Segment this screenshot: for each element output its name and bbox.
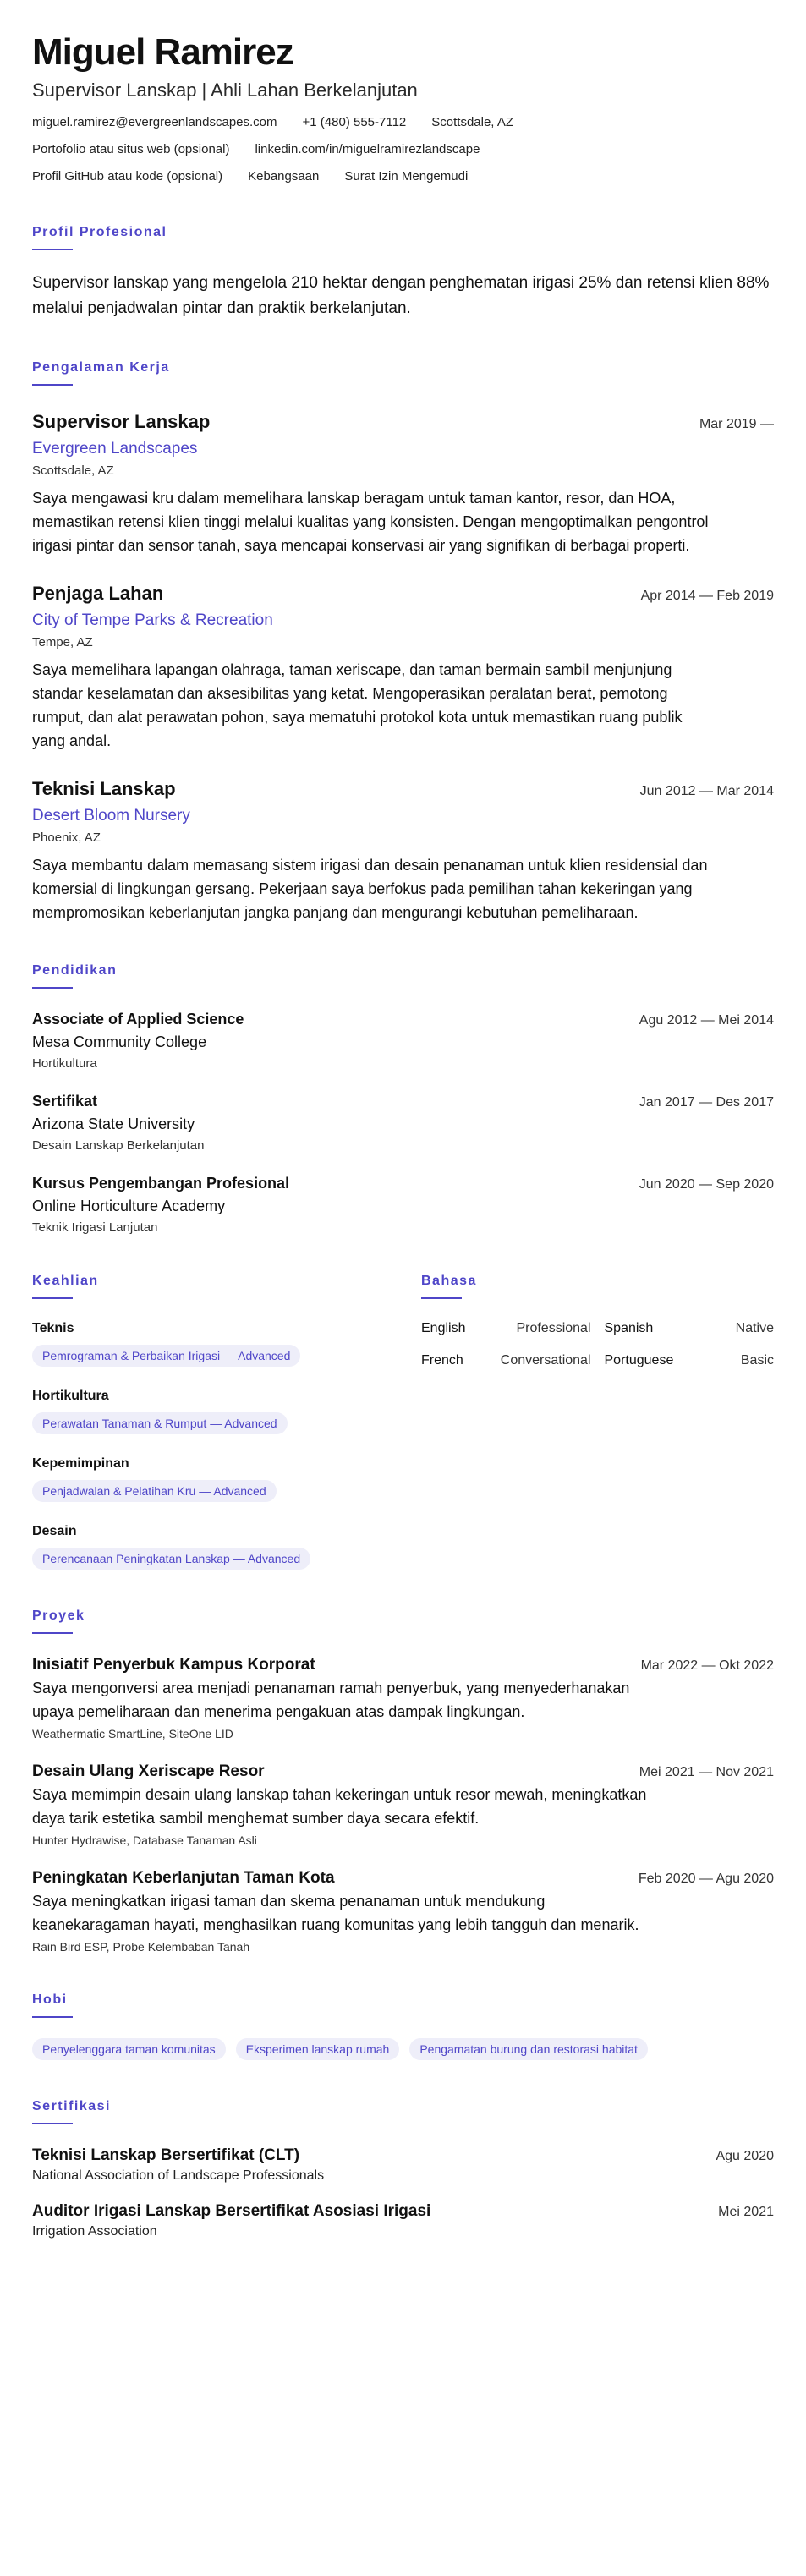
- language-name: English: [421, 1321, 466, 1335]
- skill-tag: Penjadwalan & Pelatihan Kru — Advanced: [32, 1480, 277, 1502]
- hobby-tag: Eksperimen lanskap rumah: [236, 2038, 400, 2060]
- certification-name: Auditor Irigasi Lanskap Bersertifikat Asosiasi Irigasi: [32, 2202, 431, 2220]
- job-entry: [32, 778, 774, 924]
- section-divider: [32, 249, 73, 250]
- education-field: Hortikultura: [32, 1056, 97, 1071]
- job-title: Supervisor Lanskap: [32, 411, 211, 432]
- job-description: Saya mengawasi kru dalam memelihara lanskap beragam untuk taman kantor, resor, dan HOA, memastikan retensi klien tinggi melalui kualitas yang konsisten. Dengan mengoptimalkan pengontrol irigasi pintar dan sensor tanah, saya mencapai konservasi air yang signifikan di berbagai properti.: [32, 490, 709, 554]
- section-title: Pendidikan: [32, 963, 118, 978]
- education-date: Jun 2020 — Sep 2020: [639, 1177, 774, 1192]
- hobby-list: [32, 2038, 774, 2060]
- section-divider: [32, 987, 73, 989]
- section-title: Hobi: [32, 1992, 68, 2007]
- job-company: City of Tempe Parks & Recreation: [32, 611, 273, 629]
- contact-row: [32, 113, 774, 132]
- profile-section: [32, 225, 774, 321]
- job-company: Desert Bloom Nursery: [32, 807, 190, 825]
- certification-date: Agu 2020: [716, 2149, 774, 2163]
- job-location: Scottsdale, AZ: [32, 463, 114, 478]
- job-description: Saya memelihara lapangan olahraga, taman xeriscape, dan taman bermain sambil menjunjung standar keselamatan dan aksesibilitas yang ketat. Mengoperasikan peralatan berat, pemotong rumput, dan alat perawatan pohon, saya mematuhi protokol kota untuk memastikan ruang publik yang andal.: [32, 661, 683, 749]
- language-level: Basic: [740, 1353, 774, 1367]
- language-level: Conversational: [500, 1353, 591, 1367]
- section-title: Pengalaman Kerja: [32, 360, 170, 375]
- job-title: Teknisi Lanskap: [32, 778, 176, 799]
- job-date: Apr 2014 — Feb 2019: [640, 589, 774, 603]
- project-title: Desain Ulang Xeriscape Resor: [32, 1762, 265, 1780]
- education-field: Desain Lanskap Berkelanjutan: [32, 1138, 205, 1153]
- job-entry: [32, 583, 774, 753]
- project-description: Saya memimpin desain ulang lanskap tahan kekeringan untuk resor mewah, meningkatkan daya tarik estetika sambil menghemat sumber daya secara efektif.: [32, 1786, 647, 1827]
- section-title: Bahasa: [421, 1274, 477, 1288]
- education-entry: [32, 1093, 774, 1153]
- skill-tag: Pemrograman & Perbaikan Irigasi — Advanced: [32, 1345, 300, 1367]
- language-item: [605, 1319, 775, 1338]
- certification-org: National Association of Landscape Professionals: [32, 2168, 325, 2183]
- language-name: Spanish: [604, 1321, 654, 1335]
- hobby-tag: Penyelenggara taman komunitas: [32, 2038, 226, 2060]
- languages-section: [421, 1274, 774, 1570]
- project-title: Peningkatan Keberlanjutan Taman Kota: [32, 1869, 335, 1887]
- certification-entry: [32, 2202, 774, 2239]
- skill-category: Desain: [32, 1524, 77, 1538]
- location: Scottsdale, AZ: [431, 115, 513, 129]
- language-level: Native: [735, 1321, 774, 1335]
- portfolio-link[interactable]: Portofolio atau situs web (opsional): [32, 142, 230, 156]
- language-list: [421, 1319, 774, 1384]
- job-date: Mar 2019 —: [699, 417, 774, 431]
- experience-section: [32, 360, 774, 924]
- certification-name: Teknisi Lanskap Bersertifikat (CLT): [32, 2146, 300, 2164]
- job-description: Saya membantu dalam memasang sistem irigasi dan desain penanaman untuk klien residensial dan komersial di lingkungan gersang. Pekerjaan saya berfokus pada pemilihan tahan kekeringan yang mempromosikan keberlanjutan jangka panjang dan mengurangi kebutuhan pemeliharaan.: [32, 857, 708, 921]
- section-title: Proyek: [32, 1609, 85, 1623]
- education-degree: Associate of Applied Science: [32, 1011, 244, 1028]
- certification-entry: [32, 2146, 774, 2184]
- skills-languages-row: [32, 1274, 774, 1570]
- education-degree: Sertifikat: [32, 1093, 98, 1110]
- education-school: Online Horticulture Academy: [32, 1198, 226, 1214]
- skills-section: [32, 1274, 421, 1570]
- project-tools: Rain Bird ESP, Probe Kelembaban Tanah: [32, 1940, 250, 1954]
- project-date: Mar 2022 — Okt 2022: [640, 1658, 774, 1673]
- skill-tag: Perawatan Tanaman & Rumput — Advanced: [32, 1412, 288, 1434]
- certification-date: Mei 2021: [718, 2205, 774, 2219]
- certification-org: Irrigation Association: [32, 2224, 157, 2239]
- job-location: Tempe, AZ: [32, 635, 93, 649]
- candidate-subtitle: Supervisor Lanskap | Ahli Lahan Berkelanjutan: [32, 79, 418, 101]
- project-title: Inisiatif Penyerbuk Kampus Korporat: [32, 1656, 315, 1674]
- project-description: Saya meningkatkan irigasi taman dan skema penanaman untuk mendukung keanekaragaman hayati, menghasilkan ruang komunitas yang lebih tangguh dan menarik.: [32, 1893, 639, 1933]
- job-entry: [32, 411, 774, 557]
- phone-number[interactable]: +1 (480) 555-7112: [302, 115, 407, 129]
- skill-tag: Perencanaan Peningkatan Lanskap — Advanced: [32, 1548, 310, 1570]
- section-title: Sertifikasi: [32, 2099, 111, 2113]
- section-divider: [32, 1632, 73, 1634]
- github-link[interactable]: Profil GitHub atau kode (opsional): [32, 169, 223, 184]
- project-date: Mei 2021 — Nov 2021: [639, 1765, 774, 1779]
- resume-header: [32, 30, 774, 186]
- section-divider: [32, 2123, 73, 2124]
- skill-category: Kepemimpinan: [32, 1456, 129, 1471]
- linkedin-link[interactable]: linkedin.com/in/miguelramirezlandscape: [255, 142, 480, 156]
- candidate-name: Miguel Ramirez: [32, 31, 293, 73]
- job-title: Penjaga Lahan: [32, 583, 164, 604]
- job-company: Evergreen Landscapes: [32, 440, 198, 458]
- language-item: [605, 1351, 775, 1370]
- project-tools: Weathermatic SmartLine, SiteOne LID: [32, 1727, 233, 1740]
- education-section: [32, 963, 774, 1235]
- nationality: Kebangsaan: [248, 169, 320, 184]
- contact-row: [32, 140, 774, 159]
- language-item: [421, 1351, 591, 1370]
- section-title: Keahlian: [32, 1274, 99, 1288]
- project-entry: [32, 1869, 774, 1954]
- skill-category: Teknis: [32, 1321, 74, 1335]
- section-divider: [32, 2016, 73, 2018]
- language-name: Portuguese: [604, 1353, 674, 1367]
- email-link[interactable]: miguel.ramirez@evergreenlandscapes.com: [32, 115, 277, 129]
- driving-license: Surat Izin Mengemudi: [344, 169, 469, 184]
- hobby-tag: Pengamatan burung dan restorasi habitat: [409, 2038, 648, 2060]
- language-name: French: [421, 1353, 463, 1367]
- education-entry: [32, 1175, 774, 1235]
- education-school: Arizona State University: [32, 1115, 195, 1132]
- education-degree: Kursus Pengembangan Profesional: [32, 1175, 290, 1192]
- hobbies-section: [32, 1992, 774, 2060]
- project-date: Feb 2020 — Agu 2020: [638, 1872, 774, 1886]
- section-divider: [32, 384, 73, 386]
- section-divider: [421, 1297, 462, 1299]
- project-entry: [32, 1762, 774, 1847]
- job-location: Phoenix, AZ: [32, 830, 101, 845]
- education-school: Mesa Community College: [32, 1033, 207, 1050]
- education-date: Agu 2012 — Mei 2014: [639, 1013, 774, 1028]
- certifications-section: [32, 2099, 774, 2239]
- education-field: Teknik Irigasi Lanjutan: [32, 1220, 158, 1235]
- education-date: Jan 2017 — Des 2017: [639, 1095, 774, 1110]
- projects-section: [32, 1609, 774, 1954]
- language-level: Professional: [516, 1321, 591, 1335]
- skill-category: Hortikultura: [32, 1389, 109, 1403]
- education-entry: [32, 1011, 774, 1071]
- project-tools: Hunter Hydrawise, Database Tanaman Asli: [32, 1833, 257, 1847]
- project-description: Saya mengonversi area menjadi penanaman ramah penyerbuk, yang menyederhanakan upaya pemeliharaan dan menerima pengakuan atas dampak lingkungan.: [32, 1680, 630, 1720]
- section-title: Profil Profesional: [32, 225, 167, 239]
- contact-row: [32, 167, 774, 186]
- section-divider: [32, 1297, 73, 1299]
- project-entry: [32, 1656, 774, 1740]
- job-date: Jun 2012 — Mar 2014: [639, 784, 774, 798]
- profile-summary: Supervisor lanskap yang mengelola 210 hektar dengan penghematan irigasi 25% dan retensi klien 88% melalui penjadwalan pintar dan praktik berkelanjutan.: [32, 274, 770, 317]
- language-item: [421, 1319, 591, 1338]
